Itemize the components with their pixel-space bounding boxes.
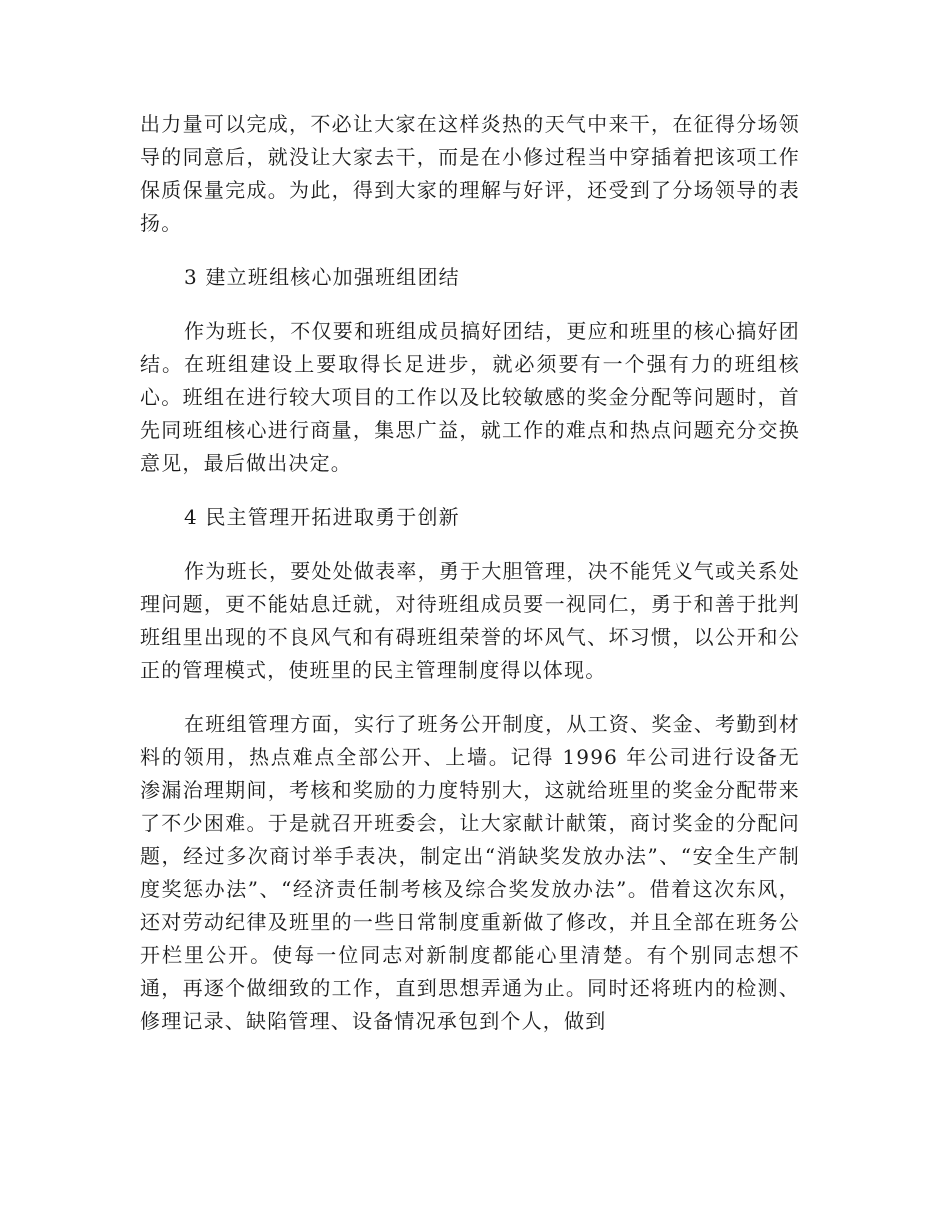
section-heading-4: 4 民主管理开拓进取勇于创新	[184, 505, 460, 529]
paragraph-management: 在班组管理方面，实行了班务公开制度，从工资、奖金、考勤到材料的领用，热点难点全部公开、上墙。记得 1996 年公司进行设备无渗漏治理期间，考核和奖励的力度特别大，这就给班里的奖金分配带来了不少困难。于是就召开班委会，让大家献计献策，商讨奖金的分配问题，经过多次商讨举手表决，制定出“消缺奖发放办法”、“安全生产制度奖惩办法”、“经济责任制考核及综合奖发放办法”。借着这次东风，还对劳动纪律及班里的一些日常制度重新做了修改，并且全部在班务公开栏里公开。使每一位同志对新制度都能心里清楚。有个别同志想不通，再逐个做细致的工作，直到思想弄通为止。同时还将班内的检测、修理记录、缺陷管理、设备情况承包到个人，做到	[140, 712, 800, 1033]
paragraph-team-core: 作为班长，不仅要和班组成员搞好团结，更应和班里的核心搞好团结。在班组建设上要取得长足进步，就必须要有一个强有力的班组核心。班组在进行较大项目的工作以及比较敏感的奖金分配等问题时，首先同班组核心进行商量，集思广益，就工作的难点和热点问题充分交换意见，最后做出决定。	[140, 319, 800, 475]
document-body	[140, 108, 800, 1059]
section-heading-3: 3 建立班组核心加强班组团结	[184, 265, 460, 289]
paragraph-continuation: 出力量可以完成，不必让大家在这样炎热的天气中来干，在征得分场领导的同意后，就没让大家去干，而是在小修过程当中穿插着把该项工作保质保量完成。为此，得到大家的理解与好评，还受到了分场领导的表扬。	[140, 112, 800, 235]
paragraph-leadership: 作为班长，要处处做表率，勇于大胆管理，决不能凭义气或关系处理问题，更不能姑息迁就，对待班组成员要一视同仁，勇于和善于批判班组里出现的不良风气和有碍班组荣誉的坏风气、坏习惯，以公开和公正的管理模式，使班里的民主管理制度得以体现。	[140, 559, 800, 682]
